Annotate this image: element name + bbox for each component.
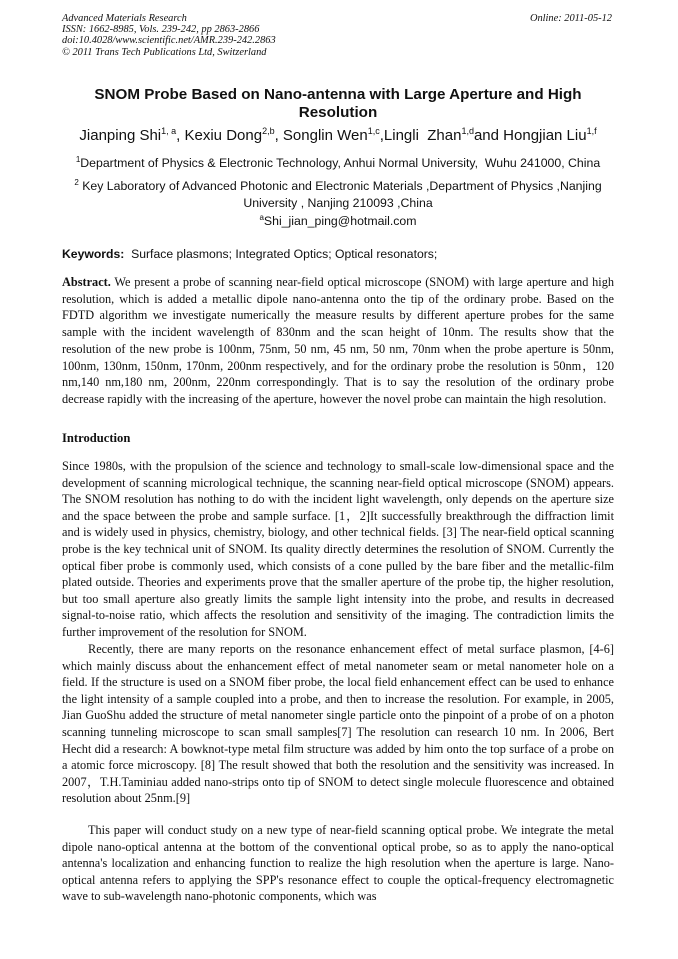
author-affiliation-mark: 1,f: [586, 126, 597, 136]
author-separator: ,: [176, 127, 185, 144]
author-affiliation-mark: 1,d: [461, 126, 474, 136]
paragraph-text: This paper will conduct study on a new type of near-field scanning optical probe. We integrate the metal dipole nano-optical antenna at the bottom of the conventional optical probe, so as to apply the nano-optical antenna's localization and enhancing function to realize the high resolution when the aperture is large. Nano-optical antenna refers to applying the SPP's resonance effect to couple the optical-frequency electromagnetic wave to sub-wavelength nano-photonic components, which was: [62, 823, 614, 904]
abstract-label: Abstract.: [62, 275, 111, 289]
affiliation-mark: 1: [75, 155, 81, 164]
author-separator: ,: [379, 127, 384, 144]
keywords: [62, 246, 614, 262]
author-name: Jianping Shi: [79, 127, 162, 144]
keywords-label: Keywords:: [62, 247, 125, 261]
email-address[interactable]: Shi_jian_ping@hotmail.com: [263, 214, 417, 228]
author-name: Songlin Wen: [282, 127, 368, 144]
affiliation-1: [62, 155, 614, 172]
intro-paragraph: [62, 641, 614, 807]
author-separator: and: [473, 127, 504, 144]
paper-title: SNOM Probe Based on Nano-antenna with Large Aperture and High Resolution: [94, 86, 582, 121]
keywords-text: Surface plasmons; Integrated Optics; Optical resonators;: [131, 247, 438, 261]
intro-paragraph: [62, 822, 614, 905]
section-heading-introduction: Introduction: [62, 431, 131, 445]
author-separator: ,: [274, 127, 283, 144]
paragraph-text: Since 1980s, with the propulsion of the science and technology to small-scale low-dimensional space and the development of scanning micrological technique, the scanning near-field optical microscope (SNOM) appears. The SNOM resolution has nothing to do with the incident light wavelength, only depends on the aperture size and the space between the probe and sample surface. [1，2]It successfully breakthrough the diffraction limit and is widely used in physics, chemistry, biology, and other technical fields. [3] The near-field optical scanning probe is the key technical unit of SNOM. Its quality directly determines the resolution of SNOM. Currently the optical fiber probe is commonly used, which consists of a cone pulled by the bare fiber and the metallic-film plated outside. Theories and experiments prove that the smaller aperture of the probe tip, the higher resolution, but too small aperture also greatly limits the sample light intensity into the probe, and results in decreased signal-to-noise ratio, which affects the resolution and sensitivity of the imaging. The contradiction limits the further improvement of the resolution for SNOM.: [62, 459, 614, 639]
journal-header: [62, 13, 276, 58]
affiliation-text: Department of Physics & Electronic Technology, Anhui Normal University, Wuhu 241000, China: [80, 156, 601, 170]
author-name: Kexiu Dong: [184, 127, 263, 144]
author-name: Hongjian Liu: [503, 127, 587, 144]
abstract-text: We present a probe of scanning near-field optical microscope (SNOM) with large aperture and high resolution, which is added a metallic dipole nano-antenna onto the tip of the ordinary probe. Based on the FDTD algorithm we investigate numerically the measure results by different aperture probes for the same sample with the incident wavelength of 830nm and the scan height of 10nm. The results show that the resolution of the new probe is 100nm, 75nm, 50 nm, 45 nm, 50 nm, 70nm when the probe aperture is 50nm, 100nm, 130nm, 150nm, 170nm, 200nm respectively, and for the ordinary probe the resolution is 50nm，120 nm,140 nm,180 nm, 200nm, 220nm correspondingly. That is to say the resolution of the ordinary probe decrease rapidly with the increasing of the aperture, however the novel probe can maintain the high resolution.: [62, 275, 614, 406]
author-affiliation-mark: 2,b: [262, 126, 275, 136]
affiliation-mark: 2: [74, 178, 79, 187]
journal-issn: ISSN: 1662-8985, Vols. 239-242, pp 2863-2866: [62, 24, 260, 36]
intro-paragraph: [62, 458, 614, 641]
abstract: [62, 274, 614, 408]
affiliation-text: Key Laboratory of Advanced Photonic and Electronic Materials ,Department of Physics ,Nanjing University , Nanjing 210093 ,China: [82, 179, 602, 210]
author-list: [62, 126, 614, 146]
author-affiliation-mark: 1, a: [161, 126, 177, 136]
email-mark: a: [259, 213, 264, 222]
author-email: [62, 213, 614, 230]
journal-copyright: © 2011 Trans Tech Publications Ltd, Switzerland: [62, 46, 267, 58]
journal-doi[interactable]: doi:10.4028/www.scientific.net/AMR.239-242.2863: [62, 35, 276, 47]
author-affiliation-mark: 1,c: [367, 126, 380, 136]
journal-name: Advanced Materials Research: [62, 13, 187, 24]
author-name: Lingli Zhan: [383, 127, 462, 144]
affiliation-2: [62, 178, 614, 212]
online-date: Online: 2011-05-12: [529, 13, 612, 24]
paragraph-text: Recently, there are many reports on the resonance enhancement effect of metal surface plasmon, [4-6] which mainly discuss about the enhancement effect of metal nanometer seam or metal nanometer hole on a field. If the structure is used on a SNOM fiber probe, the local field enhancement effect can be used to enhance the light intensity of a sample coupled into a probe, and then to increase the resolution. For example, in 2005, Jian GuoShu added the structure of metal nanometer single particle onto the pinpoint of a probe of on a photon scanning tunneling microscope to scan small samples[7] The resolution can research 10 nm. In 2006, Bert Hecht did a research: A bowknot-type metal film structure was added by him onto the top surface of a probe on a atomic force microscopy. [8] The result showed that both the resolution and the sensitivity was increased. In 2007，T.H.Taminiau added nano-strips onto tip of SNOM to detect single molecule fluorescence and obtained resolution about 25nm.[9]: [62, 642, 614, 806]
